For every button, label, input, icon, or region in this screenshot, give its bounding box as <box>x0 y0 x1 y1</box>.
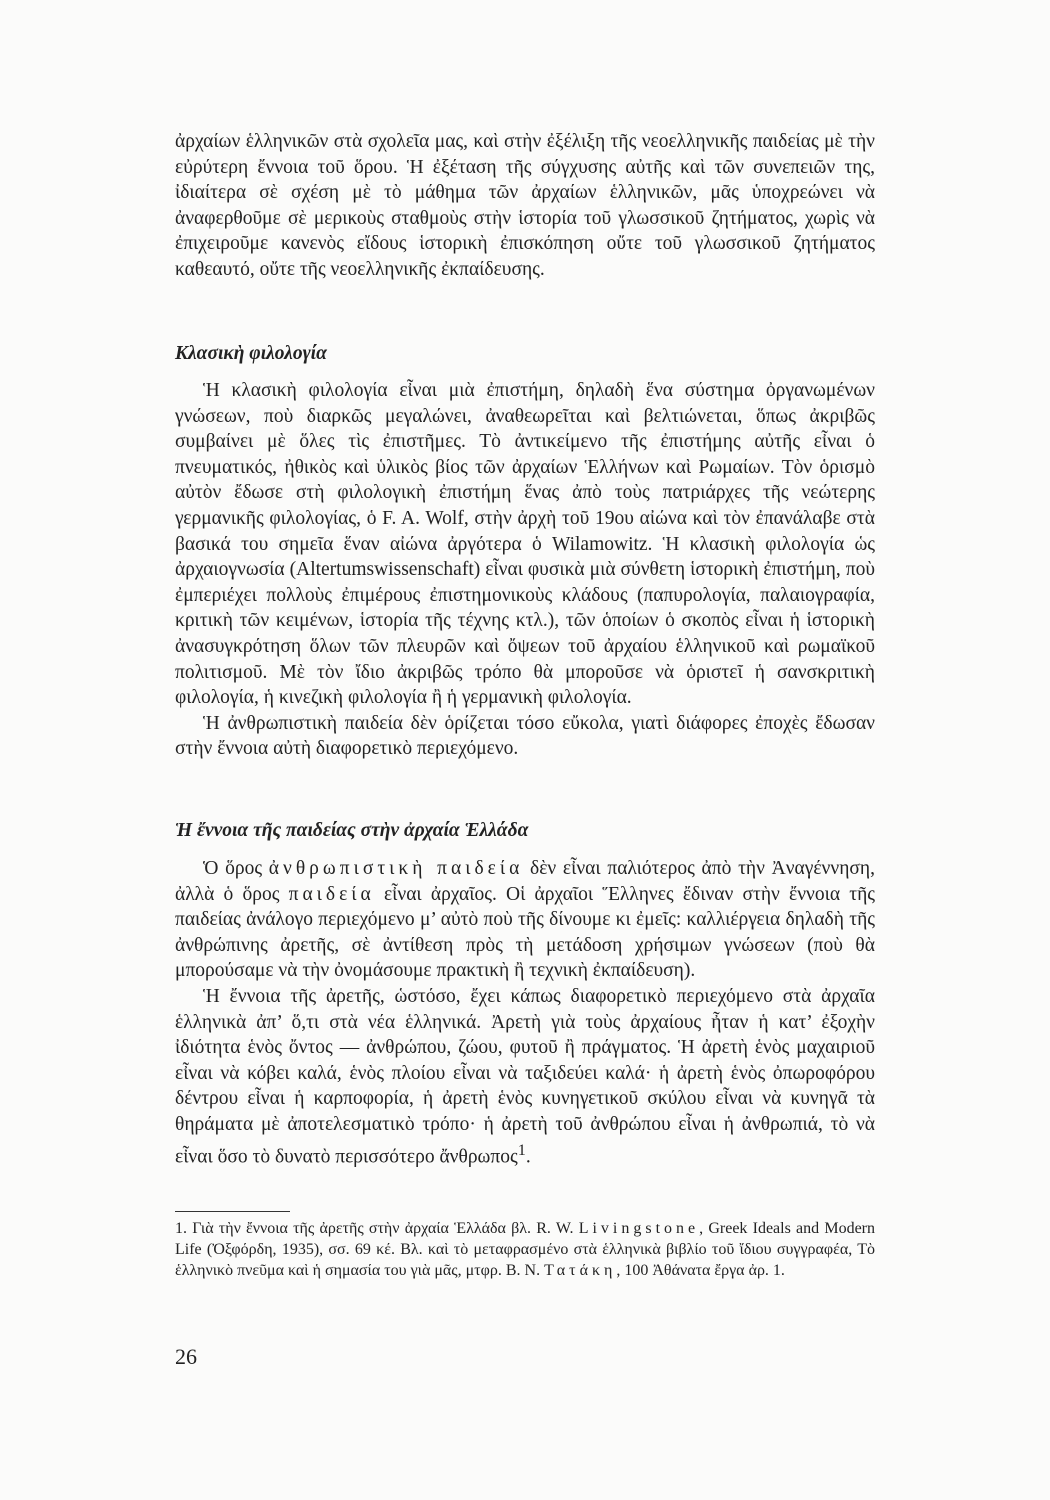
intro-paragraph: ἀρχαίων ἑλληνικῶν στὰ σχολεῖα μας, καὶ στὴν ἐξέλιξη τῆς νεοελληνικῆς παιδείας μὲ τὴν εὐρύτερη ἔννοια τοῦ ὅρου. Ἡ ἐξέταση τῆς σύγχυσης αὐτῆς καὶ τῶν συνεπειῶν της, ἰδιαίτερα σὲ σχέση μὲ τὸ μάθημα τῶν ἀρχαίων ἑλληνικῶν, μᾶς ὑποχρεώνει νὰ ἀναφερθοῦμε σὲ μερικοὺς σταθμοὺς στὴν ἱστορία τοῦ γλωσσικοῦ ζητήματος, χωρὶς νὰ ἐπιχειροῦμε κανενὸς εἴδους ἱστορικὴ ἐπισκόπηση οὔτε τοῦ γλωσσικοῦ ζητήματος καθεαυτό, οὔτε τῆς νεοελληνικῆς ἐκπαίδευσης. <box>175 131 875 280</box>
paragraph: Ἡ κλασικὴ φιλολογία εἶναι μιὰ ἐπιστήμη, δηλαδὴ ἕνα σύστημα ὀργανωμένων γνώσεων, ποὺ διαρκῶς μεγαλώνει, ἀναθεωρεῖται καὶ βελτιώνεται, ὅπως ἀκριβῶς συμβαίνει μὲ ὅλες τὶς ἐπιστῆμες. Τὸ ἀντικείμενο τῆς ἐπιστήμης αὐτῆς εἶναι ὁ πνευματικός, ἠθικὸς καὶ ὑλικὸς βίος τῶν ἀρχαίων Ἑλλήνων καὶ Ρωμαίων. Τὸν ὁρισμὸ αὐτὸν ἔδωσε στὴ φιλολογικὴ ἐπιστήμη ἕνας ἀπὸ τοὺς πατριάρχες τῆς νεώτερης γερμανικῆς φιλολογίας, ὁ F. A. Wolf, στὴν ἀρχὴ τοῦ 19ου αἰώνα καὶ τὸν ἐπανάλαβε στὰ βασικά του σημεῖα ἕναν αἰώνα ἀργότερα ὁ Wilamowitz. Ἡ κλασικὴ φιλολογία ὡς ἀρχαιογνωσία (Altertumswissenschaft) εἶναι φυσικὰ μιὰ σύνθετη ἱστορικὴ ἐπιστήμη, ποὺ ἐμπεριέχει πολλοὺς ἐπιμέρους ἐπιστημονικοὺς κλάδους (παπυρολογία, παλαιογραφία, κριτικὴ τῶν κειμένων, ἱστορία τῆς τέχνης κτλ.), τῶν ὁποίων ὁ σκοπὸς εἶναι ἡ ἱστορικὴ ἀνασυγκρότηση ὅλων τῶν πλευρῶν καὶ ὄψεων τοῦ ἀρχαίου ἑλληνικοῦ καὶ ρωμαϊκοῦ πολιτισμοῦ. Μὲ τὸν ἴδιο ἀκριβῶς τρόπο θὰ μποροῦσε νὰ ὁριστεῖ ἡ σανσκριτικὴ φιλολογία, ἡ κινεζικὴ φιλολογία ἢ ἡ γερμανικὴ φιλολογία. <box>175 380 875 709</box>
spaced-term: ἀνθρωπιστικὴ παιδεία <box>268 858 524 879</box>
footnote-text <box>175 1218 875 1281</box>
text-run: . <box>525 1146 531 1168</box>
paragraph <box>175 856 875 984</box>
section-heading-classical-philology: Κλασικὴ φιλολογία <box>175 343 327 364</box>
spaced-translator: Τατάκη <box>544 1262 617 1279</box>
spaced-author: Livingstone <box>578 1220 700 1237</box>
paragraph <box>175 984 875 1170</box>
footnote-divider <box>175 1211 290 1212</box>
text-run: εἶναι ἀρχαῖος. Οἱ ἀρχαῖοι Ἕλληνες ἔδιναν στὴν ἔννοια τῆς παιδείας ἀνάλογο περιεχόμενο μ’ αὐτὸ ποὺ τῆς δίνουμε κι ἐμεῖς: καλλιέργεια δηλαδὴ τῆς ἀνθρώπινης ἀρετῆς, σὲ ἀντίθεση πρὸς τὴ μετάδοση χρήσιμων γνώσεων (ποὺ θὰ μπορούσαμε νὰ τὴν ὀνομάσουμε πρακτικὴ ἢ τεχνικὴ ἐκπαίδευση). <box>175 883 876 982</box>
page-number: 26 <box>175 1344 197 1369</box>
footnote <box>175 1218 875 1281</box>
footnote-reference[interactable]: 1 <box>517 1140 526 1159</box>
text-run: δὲν εἶναι παλιότερος ἀπὸ τὴν Ἀναγέννηση, ἀλλὰ ὁ ὅρος <box>175 858 875 905</box>
text-run: , Greek Ideals and Modern Life (Ὀξφόρδη, 1935), σσ. 69 κέ. Βλ. καὶ τὸ μεταφρασμένο στὰ ἑλληνικὰ βιβλίο τοῦ ἴδιου συγγραφέα, Τὸ ἑλληνικὸ πνεῦμα καὶ ἡ σημασία του γιὰ μᾶς, μτφρ. Β. Ν. <box>175 1220 876 1279</box>
paragraph: Ἡ ἀνθρωπιστικὴ παιδεία δὲν ὁρίζεται τόσο εὔκολα, γιατὶ διάφορες ἐποχὲς ἔδωσαν στὴν ἔννοια αὐτὴ διαφορετικὸ περιεχόμενο. <box>175 712 875 760</box>
section-heading-paideia: Ἡ ἔννοια τῆς παιδείας στὴν ἀρχαία Ἑλλάδα <box>175 820 529 841</box>
text-run: Ἡ ἔννοια τῆς ἀρετῆς, ὡστόσο, ἔχει κάπως διαφορετικὸ περιεχόμενο στὰ ἀρχαῖα ἑλληνικὰ ἀπ’ ὅ,τι στὰ νέα ἑλληνικά. Ἀρετὴ γιὰ τοὺς ἀρχαίους ἦταν ἡ κατ’ ἐξοχὴν ἰδιότητα ἑνὸς ὄντος — ἀνθρώπου, ζώου, φυτοῦ ἢ πράγματος. Ἡ ἀρετὴ ἑνὸς μαχαιριοῦ εἶναι νὰ κόβει καλά, ἑνὸς πλοίου εἶναι νὰ ταξιδεύει καλά· ἡ ἀρετὴ ἑνὸς ὀπωροφόρου δέντρου εἶναι ἡ καρποφορία, ἡ ἀρετὴ ἑνὸς κυνηγετικοῦ σκύλου εἶναι νὰ κυνηγᾶ τὰ θηράματα μὲ ἀποτελεσματικὸ τρόπο· ἡ ἀρετὴ τοῦ ἀνθρώπου εἶναι ἡ ἀνθρωπιά, τὸ νὰ εἶναι ὅσο τὸ δυνατὸ περισσότερο ἄνθρωπος <box>175 985 875 1168</box>
section-classical-philology-body <box>175 378 875 762</box>
text-run: , 100 Ἀθάνατα ἔργα ἀρ. 1. <box>616 1262 785 1279</box>
text-run: Ὁ ὅρος <box>203 858 269 879</box>
section-paideia-body <box>175 856 875 1170</box>
intro-block <box>175 129 875 283</box>
spaced-term: παιδεία <box>288 883 375 905</box>
text-run: 1. Γιὰ τὴν ἔννοια τῆς ἀρετῆς στὴν ἀρχαία Ἑλλάδα βλ. R. W. <box>175 1220 579 1237</box>
